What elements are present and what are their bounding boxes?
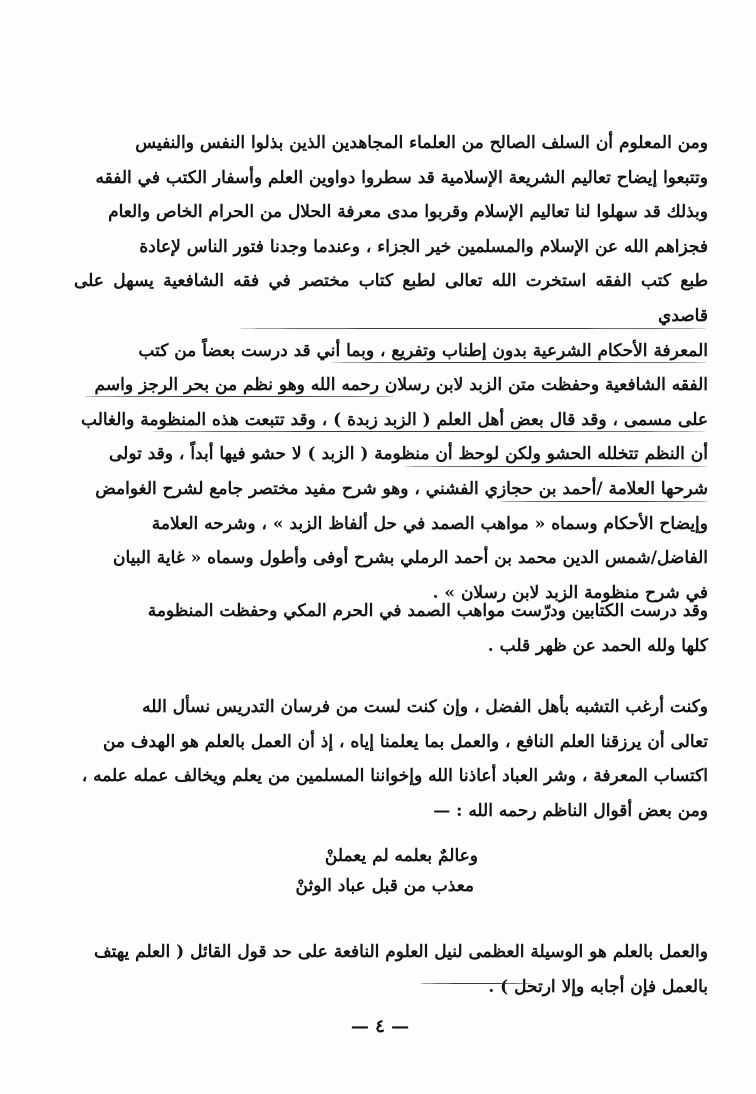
paragraph-text: والعمل بالعلم هو الوسيلة العظمى لنيل العلوم النافعة على حد قول القائل ( العلم يهتف بالعمل فإن أجابه وإلا ارتحل ) . <box>93 942 708 997</box>
paragraph-introduction <box>74 126 708 610</box>
paragraph-text: وكنت أرغب التشبه بأهل الفضل ، وإن كنت لست من فرسان التدريس نسأل الله تعالى أن يرزقنا العلم النافع ، والعمل بما يعلمنا إياه ، إذ أن العمل بالعلم هو الهدف من اكتساب المعرفة ، وشر العباد أعاذنا الله وإخواننا المسلمين من يعلم ويخالف عمله علمه ، ومن بعض أقوال الناظم رحمه الله : — <box>81 697 708 821</box>
handwritten-underline <box>500 501 708 502</box>
page-number: — ٤ — <box>350 1016 410 1037</box>
paragraph-text: ومن المعلوم أن السلف الصالح من العلماء المجاهدين الذين بذلوا النفس والنفيس وتتبعوا إيضاح تعاليم الشريعة الإسلامية قد سطروا دواوين العلم وأسفار الكتب في الفقه وبذلك قد سهلوا لنا تعاليم الإسلام وقربوا مدى معرفة الحلال من الحرام الخاص والعام فجزاهم الله عن الإسلام والمسلمين خير الجزاء ، وعندما وجدنا فتور الناس لإعادة طبع كتب الفقه استخرت الله تعالى لطبع كتاب مختصر في فقه الشافعية يسهل على قاصدي المعرفة الأحكام الشرعية بدون إطناب وتفريع ، وبما أني قد درست بعضاً من كتب الفقه الشافعية وحفظت متن الزبد لابن رسلان رحمه الله وهو نظم من بحر الرجز واسم على مسمى ، وقد قال بعض أهل العلم ( الزبد زبدة ) ، وقد تتبعت هذه المنظومة والغالب أن النظم تتخلله الحشو ولكن لوحظ أن منظومة ( الزبد ) لا حشو فيها أبداً ، وقد تولى شرحها العلامة /أحمد بن حجازي الفشني ، وهو شرح مفيد مختصر جامع لشرح الغوامض وإيضاح الأحكام وسماه « مواهب الصمد في حل ألفاظ الزبد » ، وشرحه العلامة الفاضل/شمس الدين محمد بن أحمد الرملي بشرح أوفى وأطول وسماه « غاية البيان في شرح منظومة الزبد لابن رسلان » . <box>74 133 708 603</box>
handwritten-underline <box>420 983 532 984</box>
verse-line-second: معذب من قبل عباد الوثنْ <box>295 876 474 896</box>
paragraph-study <box>74 594 708 663</box>
verse-line-first: وعالمٌ بعلمه لم يعملنْ <box>324 846 478 866</box>
handwritten-underline <box>84 396 394 397</box>
paragraph-text: وقد درست الكتابين ودرّست مواهب الصمد في الحرم المكي وحفظت المنظومة كلها ولله الحمد عن ظهر قلب . <box>147 601 708 656</box>
handwritten-underline <box>150 431 708 432</box>
paragraph-conclusion <box>74 935 708 1004</box>
paragraph-intent <box>74 690 708 828</box>
handwritten-underline <box>330 362 708 363</box>
handwritten-underline <box>404 466 708 467</box>
